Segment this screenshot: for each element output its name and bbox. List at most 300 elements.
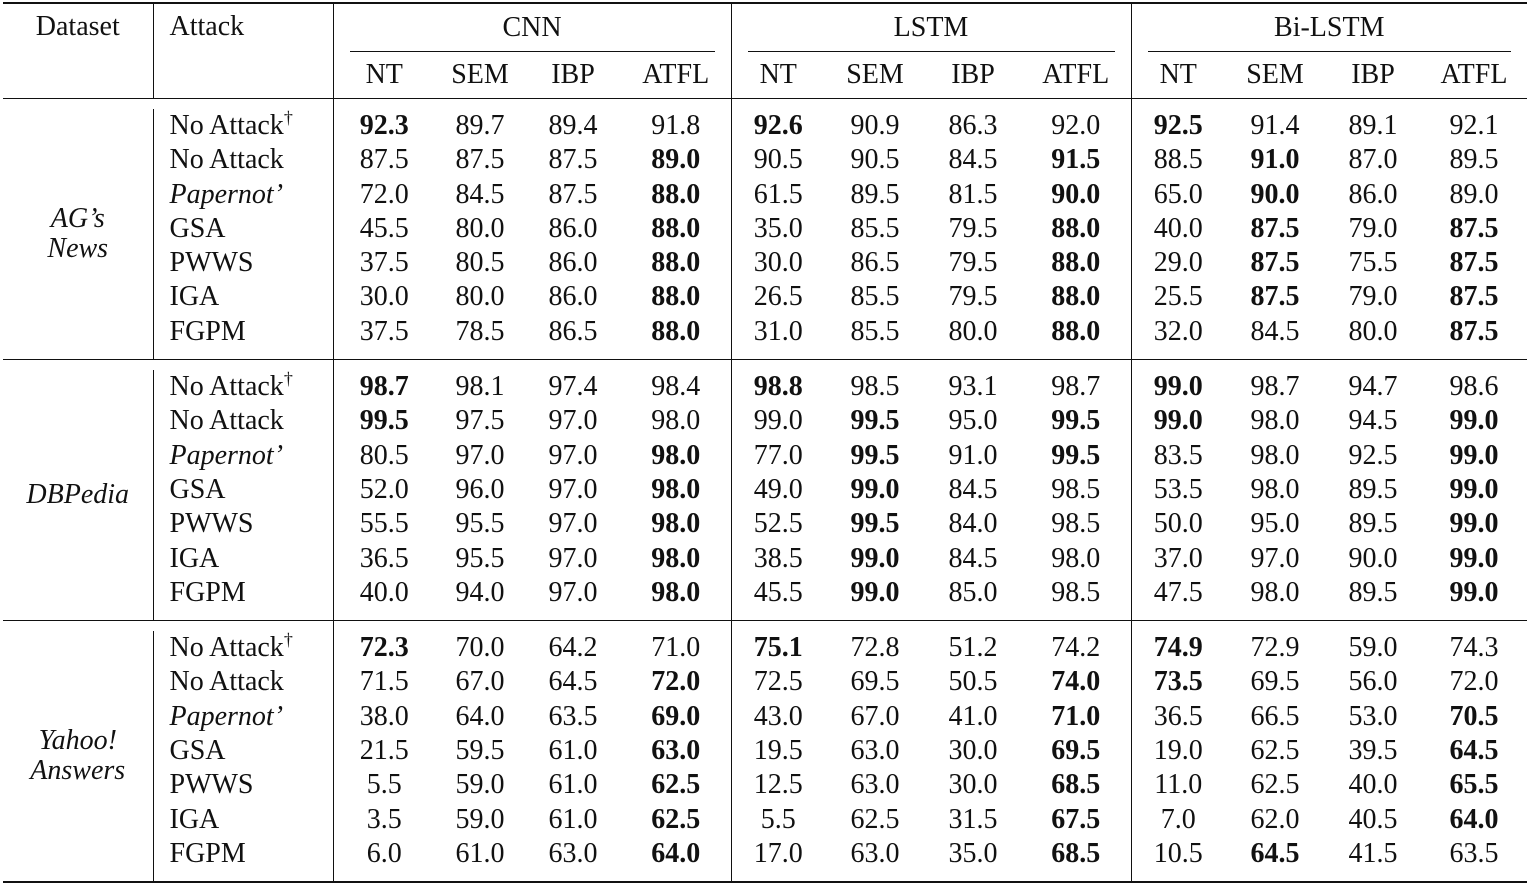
accuracy-cell: 89.1 — [1348, 110, 1398, 141]
attack-name — [153, 370, 333, 404]
accuracy-cell: 66.5 — [1250, 700, 1300, 732]
accuracy-cell: 81.5 — [948, 178, 998, 210]
accuracy-cell: 59.0 — [1348, 632, 1398, 664]
accuracy-cell: 12.5 — [753, 769, 803, 801]
accuracy-cell: 99.0 — [1449, 405, 1499, 437]
accuracy-cell: 84.5 — [948, 473, 998, 505]
accuracy-cell: 87.5 — [548, 178, 598, 210]
accuracy-cell: 68.5 — [1021, 768, 1131, 802]
accuracy-cell: 89.0 — [621, 143, 731, 177]
accuracy-cell: 88.0 — [621, 212, 731, 246]
accuracy-cell: 87.5 — [1250, 281, 1300, 313]
method-header: IBP — [551, 58, 595, 90]
accuracy-cell: 35.0 — [948, 837, 998, 869]
accuracy-cell: 63.0 — [850, 735, 900, 767]
table-row — [3, 370, 1527, 404]
accuracy-cell: 65.5 — [1449, 769, 1499, 801]
accuracy-cell: 79.5 — [948, 281, 998, 313]
accuracy-cell: 67.5 — [1021, 803, 1131, 837]
accuracy-cell: 97.0 — [548, 405, 598, 437]
accuracy-cell: 87.5 — [455, 144, 505, 176]
accuracy-cell: 52.0 — [359, 473, 409, 505]
attack-name — [153, 734, 333, 768]
accuracy-cell: 11.0 — [1154, 769, 1203, 801]
accuracy-cell: 62.5 — [1250, 735, 1300, 767]
accuracy-cell: 84.0 — [948, 508, 998, 540]
accuracy-cell: 79.5 — [948, 212, 998, 244]
accuracy-cell: 91.4 — [1250, 110, 1300, 141]
method-header: ATFL — [1021, 52, 1131, 99]
accuracy-cell: 87.5 — [1449, 247, 1499, 279]
accuracy-cell: 88.0 — [1021, 280, 1131, 314]
attack-name — [153, 109, 333, 143]
accuracy-cell: 99.5 — [850, 508, 900, 540]
accuracy-cell: 97.5 — [455, 405, 505, 437]
table-body — [3, 99, 1527, 883]
accuracy-cell: 69.5 — [1021, 734, 1131, 768]
attack-label: No Attack — [169, 371, 284, 403]
accuracy-cell: 63.0 — [548, 837, 598, 869]
table-row — [3, 768, 1527, 802]
accuracy-cell: 25.5 — [1153, 281, 1203, 313]
accuracy-cell: 95.5 — [455, 542, 505, 574]
accuracy-cell: 98.7 — [1250, 371, 1300, 403]
dagger-mark: † — [283, 368, 293, 389]
accuracy-cell: 99.0 — [850, 473, 900, 505]
method-header: IBP — [1351, 58, 1395, 90]
accuracy-cell: 86.0 — [548, 212, 598, 244]
accuracy-cell: 49.0 — [753, 473, 803, 505]
accuracy-cell: 98.0 — [621, 507, 731, 541]
method-header: NT — [1159, 58, 1197, 90]
attack-name — [153, 507, 333, 541]
accuracy-cell: 86.0 — [548, 247, 598, 279]
accuracy-cell: 98.0 — [1250, 473, 1300, 505]
accuracy-cell: 59.0 — [455, 803, 505, 835]
accuracy-cell: 90.0 — [1021, 178, 1131, 212]
attack-name — [153, 212, 333, 246]
table-row — [3, 143, 1527, 177]
accuracy-cell: 84.5 — [455, 178, 505, 210]
accuracy-cell: 80.5 — [359, 439, 409, 471]
accuracy-cell: 88.0 — [621, 178, 731, 212]
attack-label: No Attack — [169, 405, 284, 437]
attack-name — [153, 439, 333, 473]
accuracy-cell: 72.5 — [753, 666, 803, 698]
accuracy-cell: 79.0 — [1348, 212, 1398, 244]
table-row — [3, 665, 1527, 699]
table-row — [3, 473, 1527, 507]
attack-name — [153, 837, 333, 871]
accuracy-cell: 17.0 — [753, 837, 803, 869]
attack-label: GSA — [169, 735, 226, 767]
accuracy-cell: 98.0 — [621, 473, 731, 507]
dataset-name-line: Answers — [30, 755, 126, 787]
accuracy-cell: 83.5 — [1153, 439, 1203, 471]
accuracy-cell: 63.0 — [850, 837, 900, 869]
accuracy-cell: 40.0 — [1348, 769, 1398, 801]
attack-name — [153, 280, 333, 314]
accuracy-cell: 90.0 — [1348, 542, 1398, 574]
accuracy-cell: 74.9 — [1153, 632, 1203, 664]
accuracy-cell: 3.5 — [366, 803, 402, 835]
accuracy-cell: 92.1 — [1449, 110, 1499, 141]
accuracy-cell: 41.0 — [948, 700, 998, 732]
attack-label: FGPM — [169, 837, 246, 869]
accuracy-cell: 86.0 — [1348, 178, 1398, 210]
accuracy-cell: 6.0 — [366, 837, 402, 869]
accuracy-cell: 37.0 — [1153, 542, 1203, 574]
attack-name — [153, 631, 333, 665]
accuracy-cell: 96.0 — [455, 473, 505, 505]
accuracy-cell: 84.5 — [1250, 315, 1300, 347]
attack-name — [153, 803, 333, 837]
accuracy-cell: 97.0 — [1250, 542, 1300, 574]
method-header: SEM — [1246, 58, 1304, 90]
accuracy-cell: 31.0 — [753, 315, 803, 347]
accuracy-cell: 92.5 — [1348, 439, 1398, 471]
accuracy-cell: 99.0 — [1449, 542, 1499, 574]
accuracy-cell: 73.5 — [1153, 666, 1203, 698]
accuracy-cell: 98.0 — [621, 404, 731, 438]
accuracy-cell: 5.5 — [760, 803, 796, 835]
accuracy-cell: 89.5 — [850, 178, 900, 210]
accuracy-cell: 95.5 — [455, 508, 505, 540]
attack-label: No Attack — [169, 666, 284, 698]
attack-name — [153, 143, 333, 177]
accuracy-cell: 63.0 — [621, 734, 731, 768]
attack-label: IGA — [169, 542, 220, 574]
accuracy-cell: 70.0 — [455, 632, 505, 664]
accuracy-cell: 98.5 — [1021, 507, 1131, 541]
accuracy-cell: 90.0 — [1250, 178, 1300, 210]
accuracy-cell: 72.3 — [359, 632, 409, 664]
accuracy-cell: 72.0 — [1449, 666, 1499, 698]
accuracy-cell: 99.5 — [850, 439, 900, 471]
accuracy-cell: 62.0 — [1250, 803, 1300, 835]
accuracy-cell: 40.0 — [1153, 212, 1203, 244]
table-row — [3, 576, 1527, 610]
accuracy-cell: 30.0 — [753, 247, 803, 279]
accuracy-cell: 68.5 — [1021, 837, 1131, 871]
accuracy-cell: 59.0 — [455, 769, 505, 801]
accuracy-cell: 30.0 — [948, 769, 998, 801]
accuracy-cell: 89.5 — [1449, 144, 1499, 176]
attack-name — [153, 665, 333, 699]
accuracy-cell: 97.0 — [548, 473, 598, 505]
accuracy-cell: 98.0 — [621, 576, 731, 610]
attack-label: No Attack — [169, 632, 284, 664]
accuracy-cell: 69.5 — [1250, 666, 1300, 698]
accuracy-cell: 63.5 — [548, 700, 598, 732]
accuracy-cell: 98.7 — [1021, 370, 1131, 404]
accuracy-cell: 99.0 — [1449, 473, 1499, 505]
dagger-mark: † — [283, 629, 293, 650]
accuracy-cell: 88.0 — [1021, 315, 1131, 349]
accuracy-cell: 88.0 — [1021, 212, 1131, 246]
accuracy-cell: 50.0 — [1153, 508, 1203, 540]
accuracy-cell: 89.5 — [1348, 576, 1398, 608]
accuracy-cell: 50.5 — [948, 666, 998, 698]
accuracy-cell: 91.5 — [1021, 143, 1131, 177]
table-row — [3, 837, 1527, 871]
accuracy-cell: 67.0 — [455, 666, 505, 698]
accuracy-cell: 99.0 — [850, 542, 900, 574]
accuracy-cell: 43.0 — [753, 700, 803, 732]
accuracy-cell: 70.5 — [1449, 700, 1499, 732]
accuracy-cell: 10.5 — [1153, 837, 1203, 869]
accuracy-cell: 98.5 — [1021, 473, 1131, 507]
model-header-lstm: LSTM — [731, 3, 1131, 52]
accuracy-cell: 61.5 — [753, 178, 803, 210]
attack-label: FGPM — [169, 315, 246, 347]
accuracy-cell: 95.0 — [948, 405, 998, 437]
accuracy-cell: 74.0 — [1021, 665, 1131, 699]
accuracy-cell: 87.0 — [1348, 144, 1398, 176]
table-row — [3, 734, 1527, 768]
accuracy-cell: 72.0 — [359, 178, 409, 210]
dataset-name-line: AG’s — [50, 203, 105, 235]
accuracy-cell: 98.8 — [753, 371, 803, 403]
accuracy-cell: 88.0 — [1021, 246, 1131, 280]
method-header: NT — [759, 58, 797, 90]
accuracy-cell: 64.5 — [1449, 735, 1499, 767]
accuracy-cell: 98.1 — [455, 371, 505, 403]
accuracy-cell: 87.5 — [359, 144, 409, 176]
accuracy-cell: 88.0 — [621, 246, 731, 280]
accuracy-cell: 85.5 — [850, 315, 900, 347]
accuracy-cell: 72.8 — [850, 632, 900, 664]
accuracy-cell: 88.5 — [1153, 144, 1203, 176]
accuracy-cell: 61.0 — [548, 735, 598, 767]
table-row — [3, 803, 1527, 837]
accuracy-cell: 98.0 — [1250, 439, 1300, 471]
accuracy-cell: 29.0 — [1153, 247, 1203, 279]
accuracy-cell: 87.5 — [1449, 212, 1499, 244]
table-row — [3, 280, 1527, 314]
accuracy-cell: 99.0 — [1153, 405, 1203, 437]
accuracy-cell: 97.0 — [548, 542, 598, 574]
accuracy-cell: 62.5 — [621, 803, 731, 837]
accuracy-cell: 89.5 — [1348, 508, 1398, 540]
accuracy-cell: 86.3 — [948, 110, 998, 141]
accuracy-cell: 37.5 — [359, 315, 409, 347]
accuracy-cell: 98.0 — [1250, 405, 1300, 437]
attack-name — [153, 315, 333, 349]
accuracy-cell: 74.3 — [1449, 632, 1499, 664]
accuracy-cell: 75.1 — [753, 632, 803, 664]
accuracy-cell: 94.5 — [1348, 405, 1398, 437]
accuracy-cell: 85.0 — [948, 576, 998, 608]
accuracy-cell: 80.0 — [1348, 315, 1398, 347]
dagger-mark: † — [283, 107, 293, 128]
accuracy-cell: 85.5 — [850, 281, 900, 313]
table-row — [3, 315, 1527, 349]
accuracy-cell: 99.0 — [1449, 508, 1499, 540]
accuracy-cell: 99.0 — [850, 576, 900, 608]
accuracy-cell: 71.5 — [359, 666, 409, 698]
accuracy-cell: 92.3 — [359, 110, 409, 141]
accuracy-cell: 35.0 — [753, 212, 803, 244]
accuracy-cell: 90.5 — [850, 144, 900, 176]
accuracy-cell: 59.5 — [455, 735, 505, 767]
attack-name — [153, 178, 333, 212]
accuracy-cell: 19.0 — [1153, 735, 1203, 767]
accuracy-cell: 21.5 — [359, 735, 409, 767]
method-header: SEM — [451, 58, 509, 90]
attack-header: Attack — [153, 3, 333, 99]
accuracy-cell: 5.5 — [366, 769, 402, 801]
dataset-cell-yahoo-answers — [3, 631, 153, 882]
dataset-cell-ag-news — [3, 109, 153, 360]
accuracy-cell: 62.5 — [850, 803, 900, 835]
accuracy-cell: 37.5 — [359, 247, 409, 279]
accuracy-cell: 32.0 — [1153, 315, 1203, 347]
attack-name — [153, 576, 333, 610]
accuracy-cell: 30.0 — [359, 281, 409, 313]
accuracy-cell: 69.0 — [621, 700, 731, 734]
accuracy-cell: 99.0 — [1449, 439, 1499, 471]
accuracy-cell: 64.5 — [1250, 837, 1300, 869]
accuracy-cell: 98.0 — [621, 439, 731, 473]
method-header: IBP — [951, 58, 995, 90]
accuracy-cell: 40.5 — [1348, 803, 1398, 835]
accuracy-cell: 86.0 — [548, 281, 598, 313]
accuracy-cell: 69.5 — [850, 666, 900, 698]
accuracy-cell: 79.5 — [948, 247, 998, 279]
accuracy-cell: 84.5 — [948, 542, 998, 574]
dataset-name-line: News — [47, 233, 109, 265]
accuracy-cell: 67.0 — [850, 700, 900, 732]
method-header: SEM — [846, 58, 904, 90]
results-table — [3, 2, 1527, 883]
accuracy-cell: 36.5 — [359, 542, 409, 574]
accuracy-cell: 52.5 — [753, 508, 803, 540]
accuracy-cell: 92.6 — [753, 110, 803, 141]
accuracy-cell: 99.5 — [359, 405, 409, 437]
accuracy-cell: 98.0 — [1021, 542, 1131, 576]
accuracy-cell: 99.0 — [1153, 371, 1203, 403]
accuracy-cell: 71.0 — [1021, 700, 1131, 734]
accuracy-cell: 90.5 — [753, 144, 803, 176]
accuracy-cell: 63.5 — [1449, 837, 1499, 869]
accuracy-cell: 84.5 — [948, 144, 998, 176]
dataset-cell-dbpedia — [3, 370, 153, 621]
attack-label: GSA — [169, 473, 226, 505]
accuracy-cell: 72.9 — [1250, 632, 1300, 664]
model-header-cnn: CNN — [333, 3, 731, 52]
accuracy-cell: 85.5 — [850, 212, 900, 244]
accuracy-cell: 30.0 — [948, 735, 998, 767]
accuracy-cell: 38.0 — [359, 700, 409, 732]
accuracy-cell: 98.0 — [1250, 576, 1300, 608]
attack-name — [153, 700, 333, 734]
attack-label: IGA — [169, 803, 220, 835]
accuracy-cell: 64.2 — [548, 632, 598, 664]
attack-name — [153, 768, 333, 802]
accuracy-cell: 45.5 — [753, 576, 803, 608]
accuracy-cell: 86.5 — [850, 247, 900, 279]
accuracy-cell: 19.5 — [753, 735, 803, 767]
accuracy-cell: 26.5 — [753, 281, 803, 313]
accuracy-cell: 53.0 — [1348, 700, 1398, 732]
accuracy-cell: 91.0 — [1250, 144, 1300, 176]
accuracy-cell: 99.5 — [1021, 439, 1131, 473]
method-header: ATFL — [621, 52, 731, 99]
attack-name — [153, 246, 333, 280]
accuracy-cell: 98.0 — [621, 542, 731, 576]
table-row — [3, 178, 1527, 212]
accuracy-cell: 61.0 — [548, 803, 598, 835]
accuracy-cell: 92.0 — [1021, 109, 1131, 143]
accuracy-cell: 51.2 — [948, 632, 998, 664]
attack-label: Papernot’ — [169, 439, 284, 471]
accuracy-cell: 7.0 — [1160, 803, 1196, 835]
accuracy-cell: 41.5 — [1348, 837, 1398, 869]
accuracy-cell: 98.6 — [1449, 371, 1499, 403]
accuracy-cell: 62.5 — [621, 768, 731, 802]
accuracy-cell: 80.0 — [455, 281, 505, 313]
accuracy-cell: 98.5 — [1021, 576, 1131, 610]
accuracy-cell: 98.5 — [850, 371, 900, 403]
table-row — [3, 439, 1527, 473]
accuracy-cell: 98.4 — [621, 370, 731, 404]
accuracy-cell: 63.0 — [850, 769, 900, 801]
accuracy-cell: 89.5 — [1348, 473, 1398, 505]
accuracy-cell: 89.7 — [455, 110, 505, 141]
accuracy-cell: 94.7 — [1348, 371, 1398, 403]
accuracy-cell: 78.5 — [455, 315, 505, 347]
attack-name — [153, 404, 333, 438]
accuracy-cell: 92.5 — [1153, 110, 1203, 141]
table-row — [3, 404, 1527, 438]
model-header-bilstm: Bi-LSTM — [1131, 3, 1527, 52]
accuracy-cell: 79.0 — [1348, 281, 1398, 313]
accuracy-cell: 97.0 — [548, 439, 598, 471]
accuracy-cell: 38.5 — [753, 542, 803, 574]
accuracy-cell: 87.5 — [1250, 247, 1300, 279]
accuracy-cell: 39.5 — [1348, 735, 1398, 767]
attack-label: PWWS — [169, 769, 254, 801]
accuracy-cell: 93.1 — [948, 371, 998, 403]
table-row — [3, 631, 1527, 665]
accuracy-cell: 80.0 — [948, 315, 998, 347]
accuracy-cell: 91.8 — [621, 109, 731, 143]
accuracy-cell: 89.0 — [1449, 178, 1499, 210]
attack-name — [153, 542, 333, 576]
accuracy-cell: 55.5 — [359, 508, 409, 540]
accuracy-cell: 94.0 — [455, 576, 505, 608]
accuracy-cell: 95.0 — [1250, 508, 1300, 540]
accuracy-cell: 99.0 — [753, 405, 803, 437]
attack-label: GSA — [169, 212, 226, 244]
accuracy-cell: 64.0 — [1449, 803, 1499, 835]
accuracy-cell: 56.0 — [1348, 666, 1398, 698]
accuracy-cell: 98.7 — [359, 371, 409, 403]
accuracy-cell: 86.5 — [548, 315, 598, 347]
accuracy-cell: 40.0 — [359, 576, 409, 608]
table-row — [3, 246, 1527, 280]
accuracy-cell: 36.5 — [1153, 700, 1203, 732]
accuracy-cell: 87.5 — [1449, 315, 1499, 347]
accuracy-cell: 80.5 — [455, 247, 505, 279]
accuracy-cell: 97.0 — [455, 439, 505, 471]
table-row — [3, 109, 1527, 143]
accuracy-cell: 89.4 — [548, 110, 598, 141]
accuracy-cell: 75.5 — [1348, 247, 1398, 279]
accuracy-cell: 97.0 — [548, 576, 598, 608]
attack-label: PWWS — [169, 247, 254, 279]
